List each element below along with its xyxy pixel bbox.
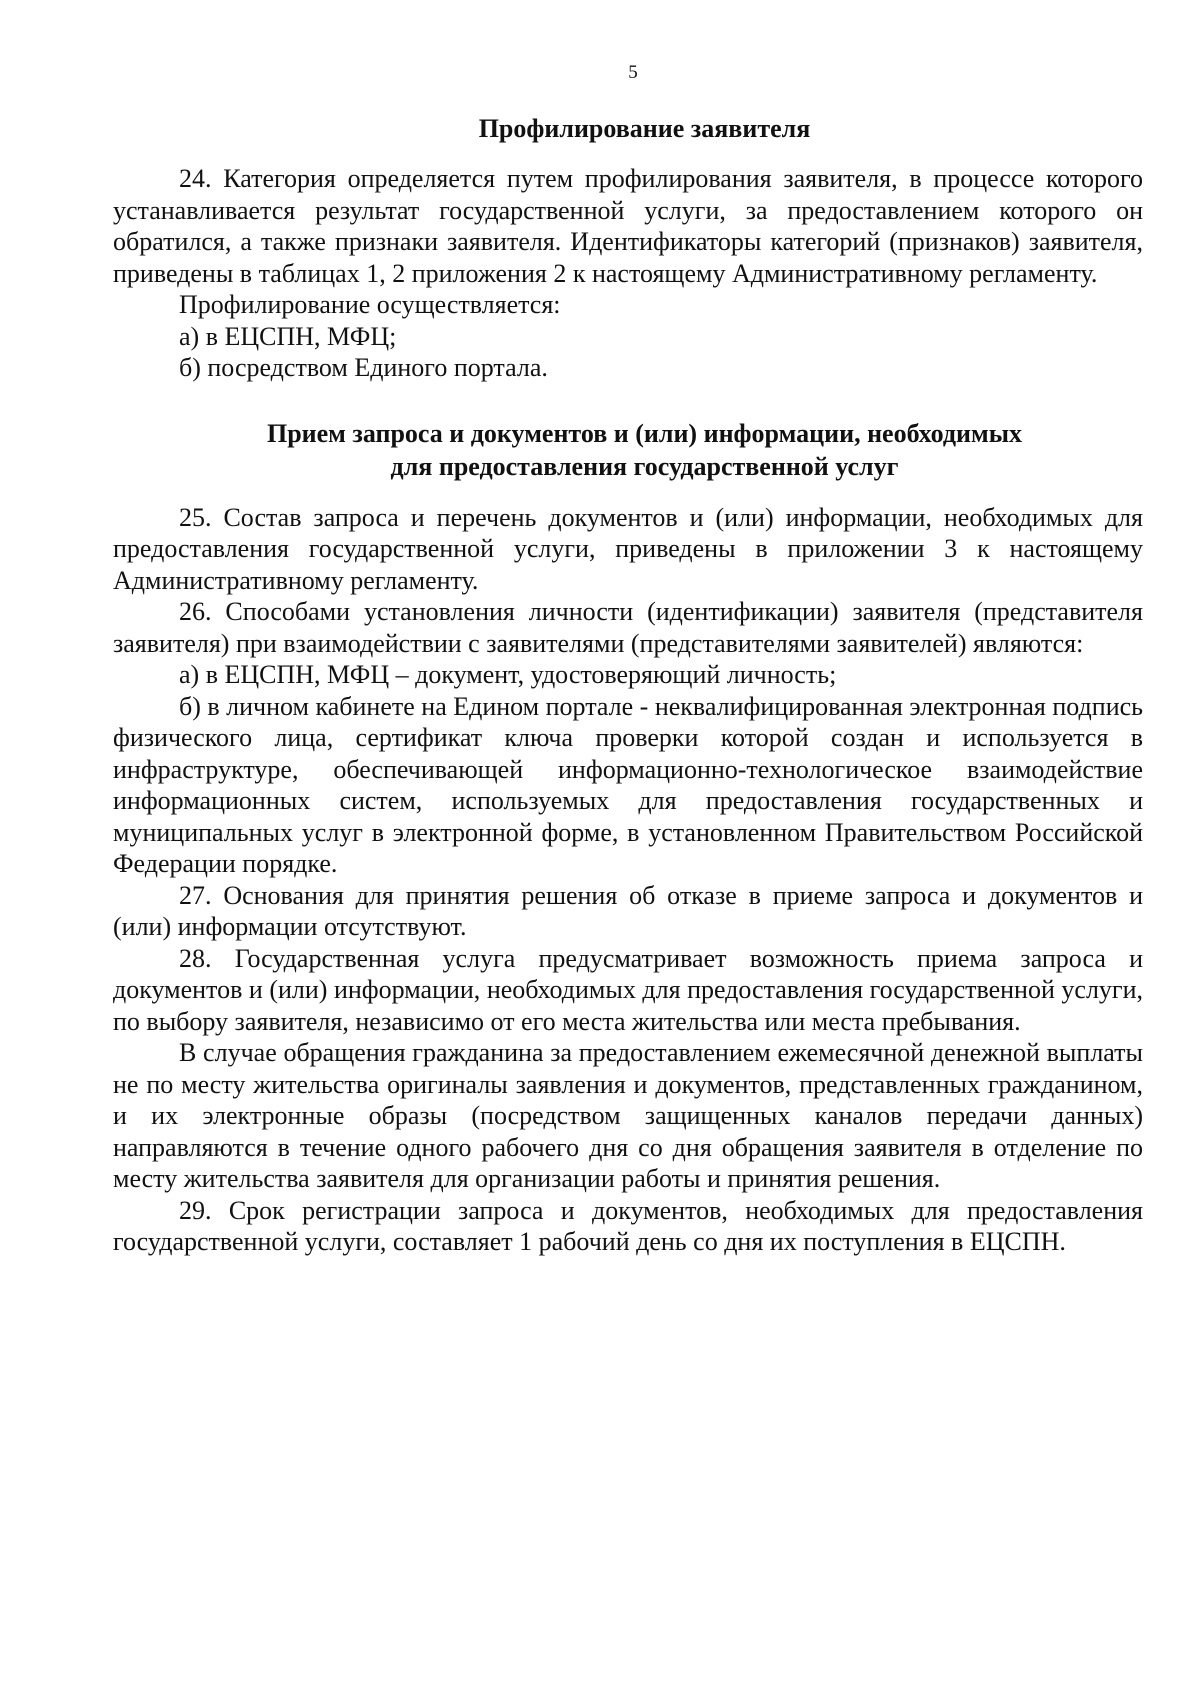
paragraph-29: 29. Срок регистрации запроса и документов, необходимых для предоставления государственной услуги, составляет 1 рабочий день со дня их поступления в ЕЦСПН. <box>113 1195 1143 1256</box>
paragraph-28-continued: В случае обращения гражданина за предоставлением ежемесячной денежной выплаты не по месту жительства оригиналы заявления и документов, представленных гражданином, и их электронные образы (посредством защищенных каналов передачи данных) направляются в течение одного рабочего дня со дня обращения заявителя в отделение по месту жительства заявителя для организации работы и принятия решения. <box>113 1038 1143 1193</box>
list-item-26b: б) в личном кабинете на Едином портале - неквалифицированная электронная подпись физического лица, сертификат ключа проверки которой создан и используется в инфраструктуре, обеспечивающей информационно-технологическое взаимодействие информационных систем, используемых для предоставления государственных и муниципальных услуг в электронной форме, в установленном Правительством Российской Федерации порядке. <box>113 691 1144 878</box>
paragraph-26: 26. Способами установления личности (идентификации) заявителя (представителя заявителя) при взаимодействии с заявителями (представителями заявителей) являются: <box>113 597 1143 658</box>
list-item-a: а) в ЕЦСПН, МФЦ; <box>179 321 397 351</box>
page-number: 5 <box>628 62 638 83</box>
section-title-request-line-1: Прием запроса и документов и (или) информации, необходимых <box>266 418 1023 448</box>
paragraph-27: 27. Основания для принятия решения об отказе в приеме запроса и документов и (или) информации отсутствуют. <box>113 880 1143 941</box>
section-title-profiling: Профилирование заявителя <box>478 114 811 143</box>
paragraph-28: 28. Государственная услуга предусматривает возможность приема запроса и документов и (или) информации, необходимых для предоставления государственной услуги, по выбору заявителя, независимо от его места жительства или места пребывания. <box>113 943 1143 1036</box>
list-item-26a: а) в ЕЦСПН, МФЦ – документ, удостоверяющий личность; <box>179 660 837 689</box>
section-title-request <box>113 417 1143 483</box>
section-title-request-line-2: для предоставления государственной услуг <box>390 451 899 481</box>
paragraph-25: 25. Состав запроса и перечень документов и (или) информации, необходимых для предоставления государственной услуги, приведены в приложении 3 к настоящему Административному регламенту. <box>113 502 1143 595</box>
paragraph-24: 24. Категория определяется путем профилирования заявителя, в процессе которого устанавливается результат государственной услуги, за предоставлением которого он обратился, а также признаки заявителя. Идентификаторы категорий (признаков) заявителя, приведены в таблицах 1, 2 приложения 2 к настоящему Административному регламенту. <box>113 164 1143 288</box>
paragraph-profiling-intro: Профилирование осуществляется: <box>179 290 561 319</box>
list-item-b: б) посредством Единого портала. <box>179 353 548 382</box>
document-body <box>113 112 1143 1258</box>
